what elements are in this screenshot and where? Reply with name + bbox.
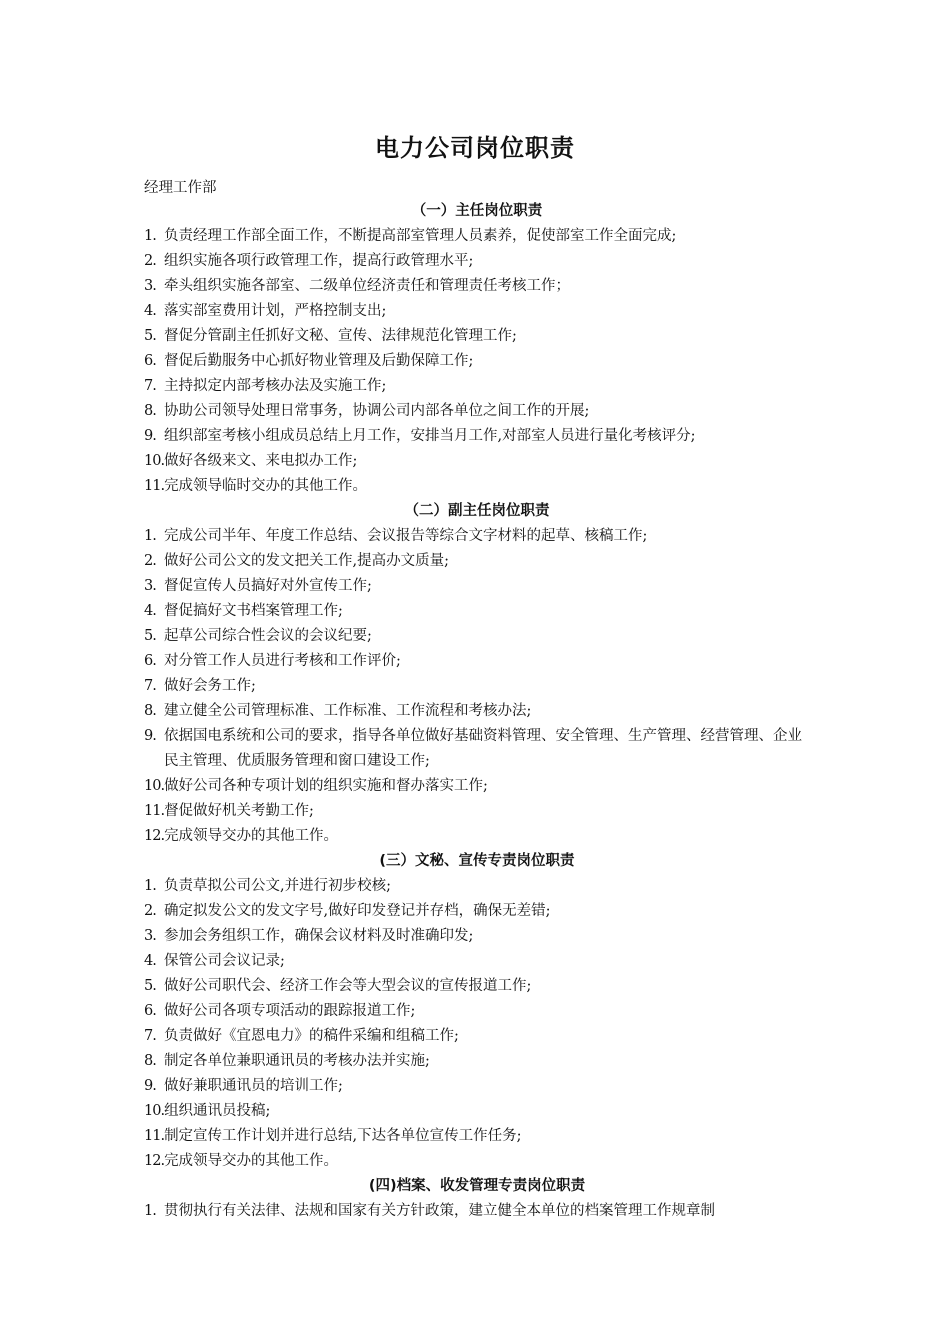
list-item: [144, 599, 810, 624]
item-number: 1.: [144, 228, 156, 244]
list-item: [144, 674, 810, 699]
list-item: [144, 299, 810, 324]
list-item: [144, 324, 810, 349]
item-text: 督促后勤服务中心抓好物业管理及后勤保障工作;: [164, 353, 474, 369]
item-text: 参加会务组织工作，确保会议材料及时准确印发;: [164, 928, 474, 944]
list-item: [144, 399, 810, 424]
item-number: 2.: [144, 903, 156, 919]
item-number: 9.: [144, 728, 156, 744]
item-text: 做好公司各项专项活动的跟踪报道工作;: [164, 1003, 416, 1019]
item-number: 12.: [144, 828, 165, 844]
item-text: 落实部室费用计划，严格控制支出;: [164, 303, 387, 319]
item-number: 10.: [144, 778, 165, 794]
list-item: [144, 474, 810, 499]
item-number: 1.: [144, 1203, 156, 1219]
item-text: 协助公司领导处理日常事务，协调公司内部各单位之间工作的开展;: [164, 403, 590, 419]
list-item: [144, 624, 810, 649]
item-number: 1.: [144, 528, 156, 544]
item-number: 7.: [144, 1028, 156, 1044]
list-item: [144, 1199, 810, 1224]
item-number: 4.: [144, 603, 156, 619]
item-number: 11.: [144, 1128, 165, 1144]
item-number: 8.: [144, 403, 156, 419]
item-text: 做好各级来文、来电拟办工作;: [164, 453, 358, 469]
item-number: 4.: [144, 953, 156, 969]
list-item: [144, 1024, 810, 1049]
item-text: 完成领导交办的其他工作。: [164, 1153, 339, 1169]
item-number: 10.: [144, 1103, 165, 1119]
list-item: [144, 1124, 810, 1149]
item-number: 11.: [144, 803, 165, 819]
list-item: [144, 999, 810, 1024]
item-text: 建立健全公司管理标准、工作标准、工作流程和考核办法;: [164, 703, 532, 719]
item-text: 做好公司公文的发文把关工作,提高办文质量;: [164, 553, 449, 569]
document-title: 电力公司岗位职责: [375, 134, 575, 162]
item-text: 确定拟发公文的发文字号,做好印发登记并存档，确保无差错;: [164, 903, 551, 919]
section-heading: （一）主任岗位职责: [411, 203, 543, 219]
item-text: 主持拟定内部考核办法及实施工作;: [164, 378, 387, 394]
item-number: 9.: [144, 1078, 156, 1094]
list-item: [144, 574, 810, 599]
list-item: [144, 774, 810, 799]
item-number: 6.: [144, 653, 156, 669]
list-item: [144, 524, 810, 549]
item-number: 2.: [144, 253, 156, 269]
item-text: 督促做好机关考勤工作;: [164, 803, 314, 819]
list-item: [144, 1049, 810, 1074]
item-text: 负责草拟公司公文,并进行初步校核;: [164, 878, 391, 894]
duty-list: [144, 524, 810, 849]
item-text: 起草公司综合性会议的会议纪要;: [164, 628, 372, 644]
item-number: 6.: [144, 1003, 156, 1019]
item-text: 组织部室考核小组成员总结上月工作，安排当月工作,对部室人员进行量化考核评分;: [164, 428, 696, 444]
item-number: 7.: [144, 678, 156, 694]
item-text: 完成公司半年、年度工作总结、会议报告等综合文字材料的起草、核稿工作;: [164, 528, 648, 544]
item-text: 对分管工作人员进行考核和工作评价;: [164, 653, 401, 669]
list-item: [144, 1099, 810, 1124]
list-item: [144, 824, 810, 849]
item-number: 7.: [144, 378, 156, 394]
list-item: [144, 1149, 810, 1174]
item-number: 4.: [144, 303, 156, 319]
department-label: 经理工作部: [144, 180, 217, 196]
list-item: [144, 424, 810, 449]
list-item: [144, 649, 810, 674]
list-item: [144, 374, 810, 399]
item-number: 12.: [144, 1153, 165, 1169]
item-text: 牵头组织实施各部室、二级单位经济责任和管理责任考核工作；: [164, 278, 570, 294]
item-text: 完成领导交办的其他工作。: [164, 828, 339, 844]
item-number: 1.: [144, 878, 156, 894]
item-number: 5.: [144, 978, 156, 994]
list-item: [144, 449, 810, 474]
item-text: 依据国电系统和公司的要求，指导各单位做好基础资料管理、安全管理、生产管理、经营管理、企业民主管理、优质服务管理和窗口建设工作;: [164, 728, 802, 769]
duty-list: [144, 224, 810, 499]
item-number: 2.: [144, 553, 156, 569]
item-text: 制定各单位兼职通讯员的考核办法并实施;: [164, 1053, 430, 1069]
item-text: 保管公司会议记录;: [164, 953, 285, 969]
list-item: [144, 549, 810, 574]
item-number: 3.: [144, 278, 156, 294]
item-text: 督促分管副主任抓好文秘、宣传、法律规范化管理工作;: [164, 328, 517, 344]
list-item: [144, 1074, 810, 1099]
item-text: 做好公司职代会、经济工作会等大型会议的宣传报道工作;: [164, 978, 532, 994]
duty-list: [144, 1199, 810, 1224]
item-number: 3.: [144, 578, 156, 594]
list-item: [144, 349, 810, 374]
item-number: 3.: [144, 928, 156, 944]
list-item: [144, 699, 810, 724]
item-text: 组织通讯员投稿;: [164, 1103, 271, 1119]
section-heading: （二）副主任岗位职责: [404, 503, 550, 519]
list-item: [144, 924, 810, 949]
item-text: 负责经理工作部全面工作，不断提高部室管理人员素养，促使部室工作全面完成;: [164, 228, 677, 244]
list-item: [144, 899, 810, 924]
item-number: 6.: [144, 353, 156, 369]
list-item: [144, 274, 810, 299]
item-number: 10.: [144, 453, 165, 469]
item-text: 制定宣传工作计划并进行总结,下达各单位宣传工作任务;: [164, 1128, 522, 1144]
duty-list: [144, 874, 810, 1174]
item-text: 完成领导临时交办的其他工作。: [164, 478, 368, 494]
item-number: 5.: [144, 328, 156, 344]
section-heading: (四)档案、收发管理专责岗位职责: [368, 1178, 586, 1194]
item-text: 组织实施各项行政管理工作，提高行政管理水平;: [164, 253, 474, 269]
item-text: 做好兼职通讯员的培训工作;: [164, 1078, 343, 1094]
item-text: 督促搞好文书档案管理工作;: [164, 603, 343, 619]
section-heading: (三）文秘、宣传专责岗位职责: [379, 853, 575, 869]
item-number: 8.: [144, 703, 156, 719]
document-body: [144, 199, 810, 1224]
list-item: [144, 799, 810, 824]
item-number: 8.: [144, 1053, 156, 1069]
list-item: [144, 724, 810, 774]
list-item: [144, 949, 810, 974]
item-number: 11.: [144, 478, 165, 494]
list-item: [144, 224, 810, 249]
list-item: [144, 874, 810, 899]
list-item: [144, 974, 810, 999]
item-text: 做好会务工作;: [164, 678, 256, 694]
item-number: 9.: [144, 428, 156, 444]
item-number: 5.: [144, 628, 156, 644]
item-text: 贯彻执行有关法律、法规和国家有关方针政策，建立健全本单位的档案管理工作规章制: [164, 1203, 715, 1219]
item-text: 负责做好《宜恩电力》的稿件采编和组稿工作;: [164, 1028, 459, 1044]
item-text: 做好公司各种专项计划的组织实施和督办落实工作;: [164, 778, 488, 794]
item-text: 督促宣传人员搞好对外宣传工作;: [164, 578, 372, 594]
list-item: [144, 249, 810, 274]
